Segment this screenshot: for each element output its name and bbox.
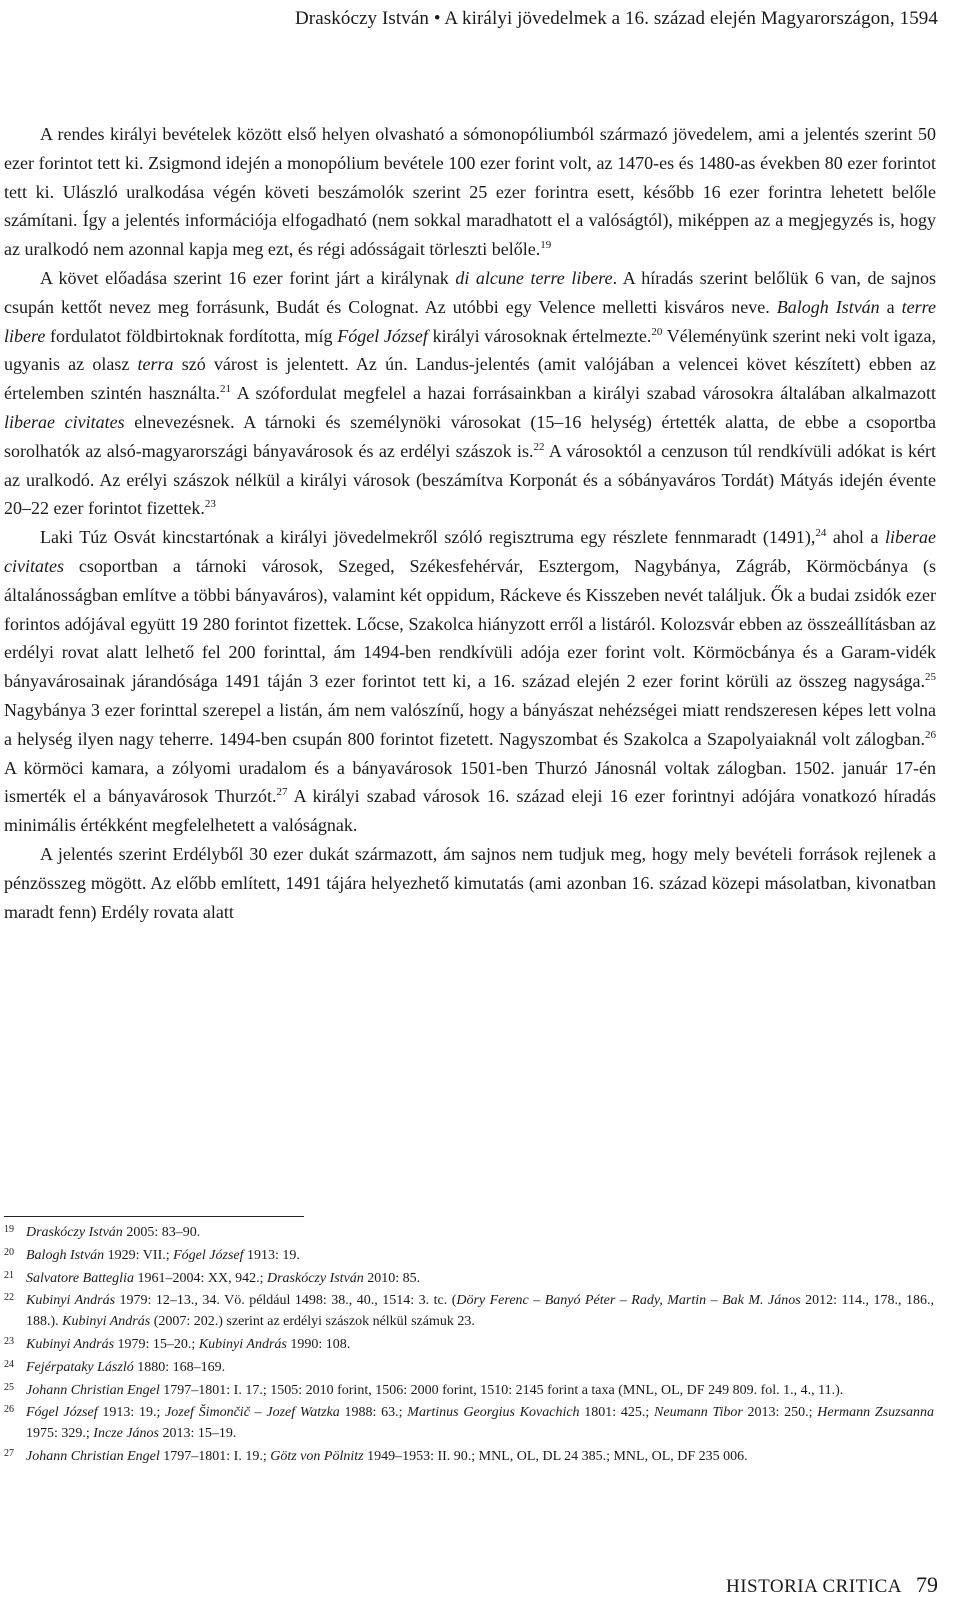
footnote-text — [26, 1248, 300, 1263]
footnote-text — [26, 1293, 934, 1329]
italic-text: Balogh István — [26, 1247, 105, 1263]
footnote — [4, 1223, 934, 1244]
footnote-text — [26, 1449, 748, 1464]
italic-text: Johann Christian Engel — [26, 1448, 160, 1464]
text-run: 2005: 83–90. — [122, 1225, 201, 1240]
text-run: 1913: 19.; — [97, 1405, 166, 1421]
italic-text: Fógel József — [337, 325, 428, 346]
footnote-number: 21 — [4, 1269, 14, 1281]
italic-text: liberae civitates — [4, 527, 936, 576]
footnote-ref: 20 — [651, 325, 663, 338]
paragraph — [4, 523, 936, 840]
footnote-ref: 27 — [276, 786, 288, 799]
text-run: 1929: VII.; — [104, 1247, 174, 1263]
footnote-ref: 22 — [533, 440, 545, 453]
text-run: A városoktól a cenzuson túl rendkívüli adókat is kért az uralkodó. Az erélyi szászok nélkül a királyi városok (beszámítva Korponát és a sóbányaváros Tordát) Mátyás idején évente 20–22 ezer forintot fizettek. — [4, 440, 936, 519]
italic-text: Draskóczy István — [26, 1225, 123, 1240]
text-run: szó várost is jelentett. Az ún. Landus-jelentés (amit valójában a velencei követ készített) ebben az értelemben szintén használta. — [4, 354, 936, 404]
paragraph — [4, 840, 936, 926]
text-run: A szófordulat megfelel a hazai forrásainkban a királyi szabad városokra általában alkalmazott — [230, 383, 936, 404]
text-run: ahol a — [826, 527, 885, 548]
italic-text: Neumann Tibor — [654, 1405, 743, 1421]
footnote-number: 25 — [4, 1381, 14, 1393]
text-run: 1913: 19. — [243, 1247, 300, 1263]
footnote — [4, 1246, 934, 1267]
text-run: 2012: 114., 178., 186., 188.). — [26, 1293, 935, 1330]
footnote — [4, 1381, 934, 1402]
italic-text: Döry Ferenc – Banyó Péter – Rady, Martin – Bak M. János — [456, 1293, 801, 1309]
text-run: elnevezésnek. A tárnoki és személynöki városokat (15–16 helység) értették alatta, de ebbe a csoportba sorolhatók az alsó-magyarországi bányavárosok és az erdélyi szászok is. — [4, 411, 937, 461]
paragraph — [4, 264, 936, 523]
text-run: 1990: 108. — [286, 1336, 351, 1352]
italic-text: Kubinyi András — [26, 1293, 116, 1309]
italic-text: Jozef Šimončič – Jozef Watzka — [165, 1405, 340, 1421]
footnote — [4, 1291, 934, 1333]
text-run: 1797–1801: I. 17.; 1505: 2010 forint, 1506: 2000 forint, 1510: 2145 forint a taxa (MNL, OL, DF 249 809. fol. 1., 4., 11.). — [159, 1382, 844, 1398]
text-run: 2013: 250.; — [742, 1405, 818, 1421]
footnote-text — [26, 1383, 843, 1398]
footnote — [4, 1269, 934, 1290]
text-run: Véleményünk szerint neki volt igaza, ugyanis az olasz — [4, 325, 936, 375]
text-run: 2010: 85. — [363, 1270, 421, 1286]
text-run: . A híradás szerint belőlük 6 van, de sajnos csupán kettőt nevez meg forrásunk, Budát és Colognat. Az utóbbi egy Velence melletti kisváros neve. — [4, 267, 936, 317]
italic-text: Johann Christian Engel — [26, 1382, 160, 1398]
italic-text: Fógel József — [173, 1247, 244, 1263]
footnote-ref: 19 — [540, 239, 552, 252]
text-run: csoportban a tárnoki városok, Szeged, Székesfehérvár, Esztergom, Nagybánya, Zágráb, Körmöcbánya (s általánosságban említve a többi bányaváros), valamint két oppidum, Ráckeve és Kisszeben nevét találjuk. Ők a budai zsidók ezer forintos adójával együtt 19 280 forintot fizettek. Lőcse, Szakolca hiányzott erről a listáról. Kolozsvár ebben az összeállításban az erdélyi rovat alatt lelhető fel 200 forinttal, ám 1494-ben rendkívüli adója ezer forint volt. Körmöcbánya és a Garam-vidék bányavárosainak járandósága 1491 táján 3 ezer forintot tett ki, a 16. század elején 2 ezer forint körüli az összeg nagysága. — [4, 555, 936, 692]
text-run: 1801: 425.; — [579, 1405, 655, 1421]
footnote — [4, 1358, 934, 1379]
footnote-ref: 25 — [925, 671, 936, 684]
text-run: 2013: 15–19. — [158, 1426, 237, 1442]
text-run: 1797–1801: I. 19.; — [159, 1448, 271, 1464]
text-run: Laki Túz Osvát kincstartónak a királyi jövedelmekről szóló regisztruma egy részlete fennmaradt (1491), — [40, 527, 816, 548]
text-run: A rendes királyi bevételek között első helyen olvasható a sómonopóliumból származó jövedelem, ami a jelentés szerint 50 ezer forintot tett ki. Zsigmond idején a monopólium bevétele 100 ezer forint volt, az 1470-es és 1480-as években 80 ezer forintot tett ki. Ulászló uralkodása végén követi beszámolók szerint 25 ezer forintra esett, később 16 ezer forintra lehetett belőle számítani. Így a jelentés információja elfogadható (nem sokkal maradhatott el a valóságtól), miképpen az a megjegyzés is, hogy az uralkodó nem azonnal kapja meg ezt, és régi adósságait törleszti belőle. — [4, 124, 936, 260]
footnote-number: 23 — [4, 1335, 14, 1347]
text-run: A követ előadása szerint 16 ezer forint járt a királynak — [40, 267, 456, 288]
footnote — [4, 1403, 934, 1445]
text-run: 1979: 15–20.; — [114, 1336, 199, 1352]
footnote-ref: 26 — [925, 728, 936, 741]
footnote-ref: 23 — [204, 498, 216, 511]
italic-text: Draskóczy István — [266, 1270, 364, 1286]
footnote-number: 27 — [4, 1447, 14, 1459]
footnote-ref: 24 — [815, 527, 827, 540]
footnote-ref: 21 — [219, 383, 231, 396]
italic-text: di alcune terre libere — [455, 267, 613, 288]
italic-text: Salvatore Batteglia — [26, 1270, 134, 1286]
footnote-text — [26, 1337, 350, 1352]
footnote-text — [26, 1405, 934, 1441]
italic-text: Kubinyi András — [198, 1336, 287, 1352]
journal-name: HISTORIA CRITICA — [725, 1576, 902, 1597]
italic-text: Balogh István — [776, 296, 880, 317]
footnote — [4, 1335, 934, 1356]
footnote-number: 22 — [4, 1292, 14, 1304]
footnote-separator — [4, 1216, 304, 1217]
footnote-number: 19 — [4, 1224, 14, 1235]
body-text — [4, 120, 936, 926]
italic-text: Kubinyi András — [26, 1336, 115, 1352]
italic-text: Fógel József — [26, 1405, 98, 1421]
footnote-text — [26, 1271, 420, 1286]
italic-text: Martinus Georgius Kovachich — [407, 1405, 580, 1421]
italic-text: terre libere — [4, 296, 936, 346]
italic-text: Hermann Zsuzsanna — [817, 1405, 935, 1421]
page-number: 79 — [916, 1572, 938, 1597]
text-run: Nagybánya 3 ezer forinttal szerepel a listán, ám nem valószínű, hogy a bányászat nehézségei miatt rendszeresen képes lett volna a helység ilyen nagy teherre. 1494-ben csupán 800 forintot fizetett. Nagyszombat és Szakolca a Szapolyaiaknál volt zálogban. — [4, 699, 936, 749]
text-run: A jelentés szerint Erdélyből 30 ezer dukát származott, ám sajnos nem tudjuk meg, hogy mely bevételi források rejlenek a pénzösszeg mögött. Az előbb említett, 1491 tájára helyezhető kimutatás (ami azonban 16. század közepi másolatban, kivonatban maradt fenn) Erdély rovata alatt — [4, 843, 936, 922]
italic-text: terra — [137, 354, 174, 375]
running-head: Draskóczy István • A királyi jövedelmek a 16. század elején Magyarországon, 1594 — [294, 8, 938, 29]
text-run: fordulatot földbirtoknak fordította, míg — [45, 325, 338, 346]
italic-text: Kubinyi András — [62, 1314, 151, 1330]
footnote — [4, 1447, 934, 1468]
text-run: 1979: 12–13., 34. Vö. például 1498: 38., 40., 1514: 3. tc. ( — [115, 1293, 457, 1309]
footnote-text — [26, 1225, 200, 1240]
footnote-text — [26, 1360, 225, 1375]
text-run: (2007: 202.) szerint az erdélyi szászok nélkül számuk 23. — [150, 1314, 475, 1330]
text-run: A körmöci kamara, a zólyomi uradalom és a bányavárosok 1501-ben Thurzó Jánosnál voltak zálogban. 1502. január 17-én ismerték el a bányavárosok Thurzót. — [4, 757, 936, 807]
paragraph — [4, 120, 936, 264]
italic-text: Götz von Pölnitz — [270, 1448, 364, 1464]
text-run: 1988: 63.; — [339, 1405, 408, 1421]
footnote-number: 26 — [4, 1404, 14, 1416]
footnotes — [4, 1223, 934, 1470]
text-run: A királyi szabad városok 16. század eleji 16 ezer forintnyi adójára vonatkozó híradás minimális értékként megfelelhetett a valóságnak. — [4, 786, 936, 836]
text-run: 1949–1953: II. 90.; MNL, OL, DL 24 385.; MNL, OL, DF 235 006. — [363, 1448, 748, 1464]
footnote-number: 20 — [4, 1246, 14, 1258]
text-run: 1880: 168–169. — [133, 1359, 226, 1375]
text-run: a — [879, 296, 902, 317]
text-run: 1975: 329.; — [26, 1426, 94, 1442]
footnote-number: 24 — [4, 1358, 14, 1370]
text-run: királyi városoknak értelmezte. — [427, 325, 652, 346]
page-footer — [726, 1572, 938, 1598]
italic-text: Incze János — [93, 1426, 159, 1442]
text-run: 1961–2004: XX, 942.; — [133, 1270, 267, 1286]
italic-text: liberae civitates — [4, 411, 125, 432]
italic-text: Fejérpataky László — [26, 1359, 134, 1375]
